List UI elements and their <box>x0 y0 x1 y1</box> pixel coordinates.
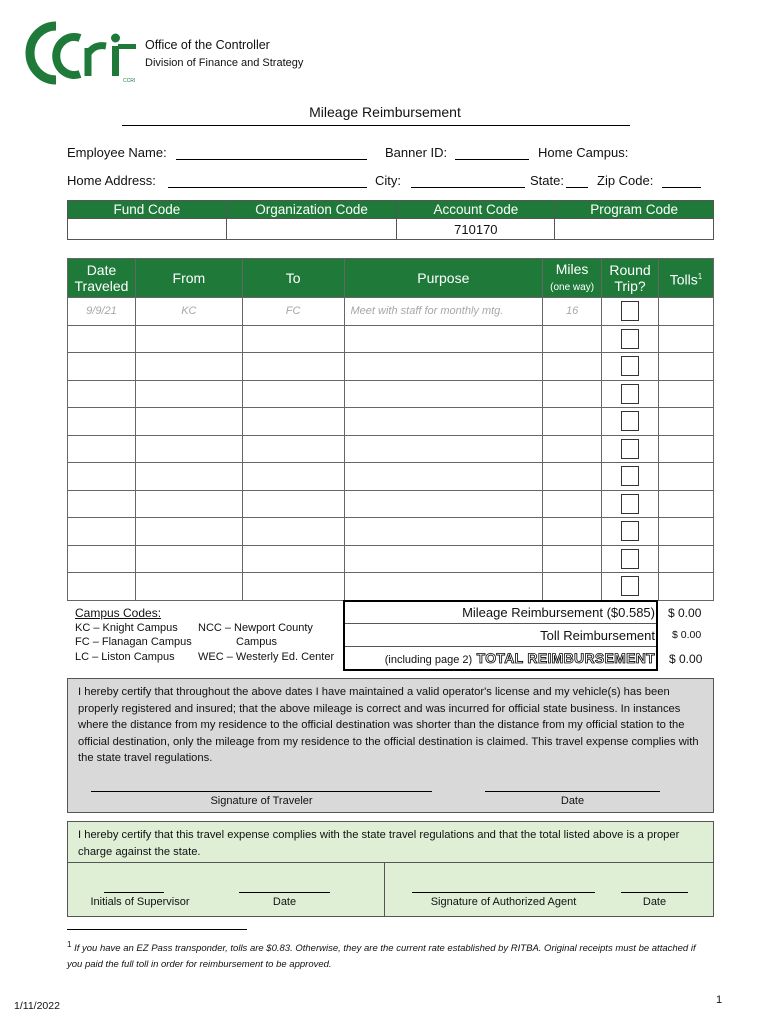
campus-codes-title: Campus Codes: <box>75 606 162 620</box>
to-cell[interactable] <box>242 573 344 601</box>
footer-date: 1/11/2022 <box>14 1000 60 1012</box>
to-cell[interactable]: FC <box>242 298 344 326</box>
supervisor-certification-text: I hereby certify that this travel expense complies with the state travel regulations and that the total listed above is a proper charge against the state. <box>78 829 680 858</box>
total-reimbursement-label: TOTAL REIMBURSEMENT <box>476 650 655 666</box>
round-trip-cell <box>602 353 659 381</box>
date-cell[interactable] <box>68 573 136 601</box>
tolls-cell[interactable] <box>659 353 714 381</box>
account-code-field[interactable]: 710170 <box>397 219 555 240</box>
totals-divider-2 <box>345 646 656 647</box>
miles-cell[interactable] <box>543 353 602 381</box>
from-cell[interactable] <box>135 435 242 463</box>
round-trip-cell <box>602 298 659 326</box>
table-row <box>68 435 714 463</box>
supervisor-certification <box>67 821 714 917</box>
supervisor-date-label: Date <box>272 896 297 908</box>
banner-id-field[interactable] <box>455 145 529 160</box>
home-address-label: Home Address: <box>67 173 156 188</box>
city-field[interactable] <box>411 173 525 188</box>
date-cell[interactable] <box>68 545 136 573</box>
toll-reimbursement-label: Toll Reimbursement <box>540 628 655 643</box>
purpose-header: Purpose <box>344 259 543 298</box>
footnote-text: If you have an EZ Pass transponder, tolls are $0.83. Otherwise, they are the current rate established by RITBA. Original receipts must be attached if you paid the full toll in order for reimbursement to be approved. <box>67 943 696 971</box>
agent-date-line[interactable] <box>621 892 688 893</box>
footnote-marker: 1 <box>67 940 72 949</box>
zip-label: Zip Code: <box>597 173 654 188</box>
round-trip-cell <box>602 573 659 601</box>
round-trip-cell <box>602 380 659 408</box>
purpose-cell[interactable] <box>344 463 543 491</box>
date-cell[interactable] <box>68 518 136 546</box>
campus-code-fc: FC – Flanagan Campus <box>75 636 192 648</box>
mileage-reimbursement-value: $ 0.00 <box>668 606 702 620</box>
date-traveled-header: Date Traveled <box>68 259 136 298</box>
title-underline <box>122 125 630 126</box>
round-trip-checkbox[interactable] <box>621 521 639 541</box>
footnote-rule <box>67 929 247 930</box>
round-trip-checkbox[interactable] <box>621 301 639 321</box>
date-cell[interactable] <box>68 380 136 408</box>
to-header: To <box>242 259 344 298</box>
round-trip-checkbox[interactable] <box>621 439 639 459</box>
ccri-logo <box>22 18 137 88</box>
supervisor-vertical-divider <box>384 862 385 916</box>
miles-cell[interactable] <box>543 380 602 408</box>
supervisor-initials-label: Initials of Supervisor <box>90 896 190 908</box>
program-code-header: Program Code <box>555 201 714 219</box>
from-header: From <box>135 259 242 298</box>
round-trip-checkbox[interactable] <box>621 576 639 596</box>
miles-cell[interactable] <box>543 490 602 518</box>
from-cell[interactable] <box>135 490 242 518</box>
table-row <box>68 353 714 381</box>
logo-wordmark: CCRI <box>123 78 136 84</box>
purpose-cell[interactable] <box>344 380 543 408</box>
to-cell[interactable] <box>242 463 344 491</box>
tolls-cell[interactable] <box>659 408 714 436</box>
table-row <box>68 325 714 353</box>
to-cell[interactable] <box>242 518 344 546</box>
toll-reimbursement-value: $ 0.00 <box>672 629 702 641</box>
totals-divider-1 <box>345 623 656 624</box>
from-cell[interactable] <box>135 380 242 408</box>
from-cell[interactable] <box>135 463 242 491</box>
total-prefix: (including page 2) <box>384 654 473 666</box>
table-row <box>68 298 714 326</box>
tolls-cell[interactable] <box>659 518 714 546</box>
round-trip-cell <box>602 518 659 546</box>
round-trip-checkbox[interactable] <box>621 329 639 349</box>
organization-code-field[interactable] <box>226 219 397 240</box>
miles-cell[interactable] <box>543 573 602 601</box>
round-trip-cell <box>602 545 659 573</box>
page-number: 1 <box>716 994 723 1006</box>
table-row <box>68 380 714 408</box>
to-cell[interactable] <box>242 408 344 436</box>
purpose-cell[interactable] <box>344 573 543 601</box>
organization-code-header: Organization Code <box>226 201 397 219</box>
table-row <box>68 573 714 601</box>
table-row <box>68 490 714 518</box>
tolls-cell[interactable] <box>659 325 714 353</box>
round-trip-checkbox[interactable] <box>621 466 639 486</box>
to-cell[interactable] <box>242 325 344 353</box>
account-code-header: Account Code <box>397 201 555 219</box>
table-row <box>68 463 714 491</box>
date-cell[interactable] <box>68 408 136 436</box>
round-trip-cell <box>602 490 659 518</box>
purpose-cell[interactable] <box>344 408 543 436</box>
home-address-field[interactable] <box>168 173 367 188</box>
round-trip-header: Round Trip? <box>602 259 659 298</box>
from-cell[interactable] <box>135 353 242 381</box>
from-cell[interactable] <box>135 325 242 353</box>
tolls-cell[interactable] <box>659 298 714 326</box>
round-trip-cell <box>602 325 659 353</box>
date-cell[interactable] <box>68 325 136 353</box>
round-trip-checkbox[interactable] <box>621 411 639 431</box>
fund-code-field[interactable] <box>68 219 227 240</box>
employee-name-field[interactable] <box>176 145 367 160</box>
purpose-cell[interactable] <box>344 353 543 381</box>
miles-cell[interactable] <box>543 463 602 491</box>
traveler-certification-text: I hereby certify that throughout the above dates I have maintained a valid operator's license and my vehicle(s) has been properly registered and insured; that the above mileage is correct and was incurred for official state business. In instances where the distance from my residence to the official destination was shorter than the distance from my official station to the official destination, only the mileage from my residence to the official destination is claimed. This travel expense complies with the state travel regulations. <box>78 686 699 764</box>
date-cell[interactable] <box>68 353 136 381</box>
to-cell[interactable] <box>242 353 344 381</box>
supervisor-initials-line[interactable] <box>104 892 164 893</box>
form-title: Mileage Reimbursement <box>309 104 461 120</box>
miles-cell[interactable] <box>543 325 602 353</box>
date-cell[interactable]: 9/9/21 <box>68 298 136 326</box>
supervisor-date-line[interactable] <box>239 892 330 893</box>
traveler-date-line[interactable] <box>485 791 660 792</box>
account-codes-table <box>67 200 714 240</box>
table-row <box>68 518 714 546</box>
city-label: City: <box>375 173 401 188</box>
agent-date-label: Date <box>642 896 667 908</box>
to-cell[interactable] <box>242 545 344 573</box>
fund-code-header: Fund Code <box>68 201 227 219</box>
campus-code-lc: LC – Liston Campus <box>75 650 175 663</box>
round-trip-checkbox[interactable] <box>621 549 639 569</box>
footnote <box>67 937 707 973</box>
round-trip-checkbox[interactable] <box>621 356 639 376</box>
campus-codes <box>75 606 334 664</box>
agent-signature-line[interactable] <box>412 892 595 893</box>
banner-id-label: Banner ID: <box>385 145 448 160</box>
program-code-field[interactable] <box>555 219 714 240</box>
zip-field[interactable] <box>662 173 701 188</box>
purpose-cell[interactable] <box>344 490 543 518</box>
total-reimbursement-row <box>345 650 655 668</box>
from-cell[interactable] <box>135 518 242 546</box>
employee-name-label: Employee Name: <box>67 145 167 160</box>
tolls-cell[interactable] <box>659 435 714 463</box>
traveler-date-label: Date <box>560 795 585 807</box>
round-trip-checkbox[interactable] <box>621 384 639 404</box>
traveler-signature-line[interactable] <box>91 791 432 792</box>
campus-code-wec: WEC – Westerly Ed. Center <box>198 650 335 663</box>
from-cell[interactable] <box>135 545 242 573</box>
purpose-cell[interactable] <box>344 518 543 546</box>
state-field[interactable] <box>566 173 588 188</box>
table-row <box>68 545 714 573</box>
date-cell[interactable] <box>68 490 136 518</box>
header-division: Division of Finance and Strategy <box>145 57 304 69</box>
campus-code-ncc: NCC – Newport County <box>198 621 313 634</box>
tolls-cell[interactable] <box>659 545 714 573</box>
mileage-reimbursement-label: Mileage Reimbursement ($0.585) <box>462 605 655 620</box>
miles-cell[interactable]: 16 <box>543 298 602 326</box>
tolls-cell[interactable] <box>659 380 714 408</box>
miles-cell[interactable] <box>543 518 602 546</box>
mileage-table <box>67 258 714 601</box>
to-cell[interactable] <box>242 435 344 463</box>
from-cell[interactable] <box>135 408 242 436</box>
miles-cell[interactable] <box>543 435 602 463</box>
campus-code-ncc-cont: Campus <box>236 636 277 648</box>
tolls-cell[interactable] <box>659 573 714 601</box>
agent-signature-label: Signature of Authorized Agent <box>430 896 577 908</box>
to-cell[interactable] <box>242 380 344 408</box>
round-trip-checkbox[interactable] <box>621 494 639 514</box>
miles-header: Miles (one way) <box>543 259 602 298</box>
round-trip-cell <box>602 435 659 463</box>
tolls-header: Tolls$^1$ <box>659 259 714 298</box>
from-cell[interactable]: KC <box>135 298 242 326</box>
campus-code-kc: KC – Knight Campus <box>75 621 178 634</box>
purpose-cell[interactable] <box>344 435 543 463</box>
traveler-certification <box>67 678 714 813</box>
state-label: State: <box>530 173 564 188</box>
home-campus-label: Home Campus: <box>538 145 629 160</box>
tolls-cell[interactable] <box>659 463 714 491</box>
miles-cell[interactable] <box>543 545 602 573</box>
from-cell[interactable] <box>135 573 242 601</box>
header-office: Office of the Controller <box>145 38 270 52</box>
purpose-cell[interactable] <box>344 545 543 573</box>
total-reimbursement-value: $ 0.00 <box>669 652 703 666</box>
miles-cell[interactable] <box>543 408 602 436</box>
round-trip-cell <box>602 463 659 491</box>
purpose-cell[interactable]: Meet with staff for monthly mtg. <box>344 298 543 326</box>
tolls-cell[interactable] <box>659 490 714 518</box>
date-cell[interactable] <box>68 463 136 491</box>
round-trip-cell <box>602 408 659 436</box>
date-cell[interactable] <box>68 435 136 463</box>
supervisor-divider <box>68 862 713 863</box>
traveler-signature-label: Signature of Traveler <box>210 795 313 807</box>
table-row <box>68 408 714 436</box>
to-cell[interactable] <box>242 490 344 518</box>
purpose-cell[interactable] <box>344 325 543 353</box>
